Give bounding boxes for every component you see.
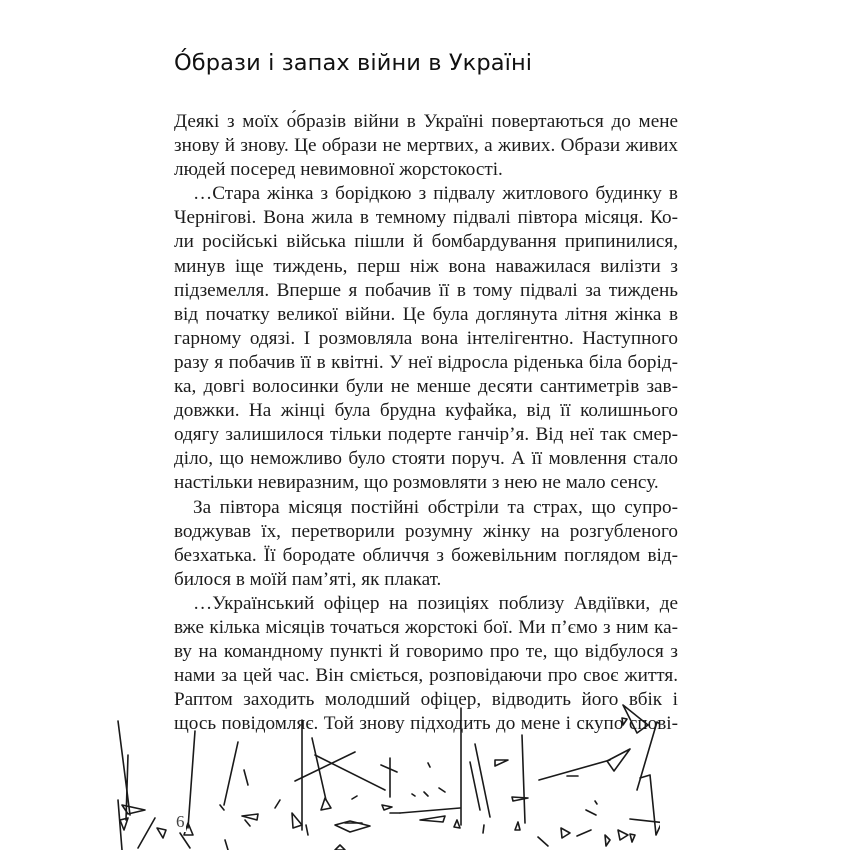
text-line: довжки. На жінці була брудна куфайка, від її колишнього xyxy=(174,400,678,422)
text-line: від початку великої війни. Це була доглянута літня жінка в xyxy=(174,303,678,325)
text-line: За півтора місяця постійні обстріли та страх, що супро- xyxy=(193,496,678,518)
text-line: …Український офіцер на позиціях поблизу Авдіївки, де xyxy=(193,592,678,614)
text-line: щось повідомляє. Той знову підходить до мене і скупо спові- xyxy=(174,713,678,735)
text-line: Деякі з моїх о́бразів війни в Україні повертаються до мене xyxy=(174,111,678,132)
text-line: билося в моїй пам’яті, як плакат. xyxy=(174,568,442,590)
text-line: вже кілька місяців точаться жорстокі бої. Ми п’ємо з ним ка- xyxy=(174,616,678,638)
text-line: Чернігові. Вона жила в темному підвалі півтора місяця. Ко- xyxy=(174,207,678,229)
text-line: минув іще тиждень, перш ніж вона наважилася вилізти з xyxy=(174,255,678,277)
text-line: Раптом заходить молодший офіцер, відводить його вбік і xyxy=(174,689,678,711)
text-line: безхатька. Її бородате обличчя з божевільним поглядом від- xyxy=(174,544,678,566)
chapter-heading: О́брази і запах війни в Україні xyxy=(174,50,533,76)
text-line: діло, що неможливо було стояти поруч. А її мовлення стало xyxy=(174,448,678,470)
page-number: 6 xyxy=(176,812,185,831)
text-line: воджував їх, перетворили розумну жінку на розгубленого xyxy=(174,520,678,542)
text-line: ли російські війська пішли й бомбардування припинилися, xyxy=(174,231,678,253)
text-line: ка, довгі волосинки були не менше десяти сантиметрів зав- xyxy=(174,376,678,398)
text-line: підземелля. Вперше я побачив її в тому підвалі за тиждень xyxy=(174,279,678,301)
body-text xyxy=(174,110,678,736)
text-line: настільки невиразним, що розмовляти з нею не мало сенсу. xyxy=(174,472,659,494)
text-line: нами за цей час. Він сміється, розповідаючи про своє життя. xyxy=(174,665,678,687)
text-line: людей посеред невимовної жорстокості. xyxy=(174,159,503,181)
text-line: одягу залишилося тільки подерте ганчір’я. Від неї так смер- xyxy=(174,424,678,446)
text-line: разу я побачив її в квітні. У неї відросла ріденька біла борід- xyxy=(174,351,678,373)
text-line: ву на командному пункті й говоримо про те, що відбулося з xyxy=(174,641,678,663)
text-line: знову й знову. Це образи не мертвих, а живих. Образи живих xyxy=(174,135,678,157)
text-line: гарному одязі. І розмовляла вона інтелігентно. Наступного xyxy=(174,327,678,349)
text-line: …Стара жінка з борідкою з підвалу житлового будинку в xyxy=(193,183,678,205)
